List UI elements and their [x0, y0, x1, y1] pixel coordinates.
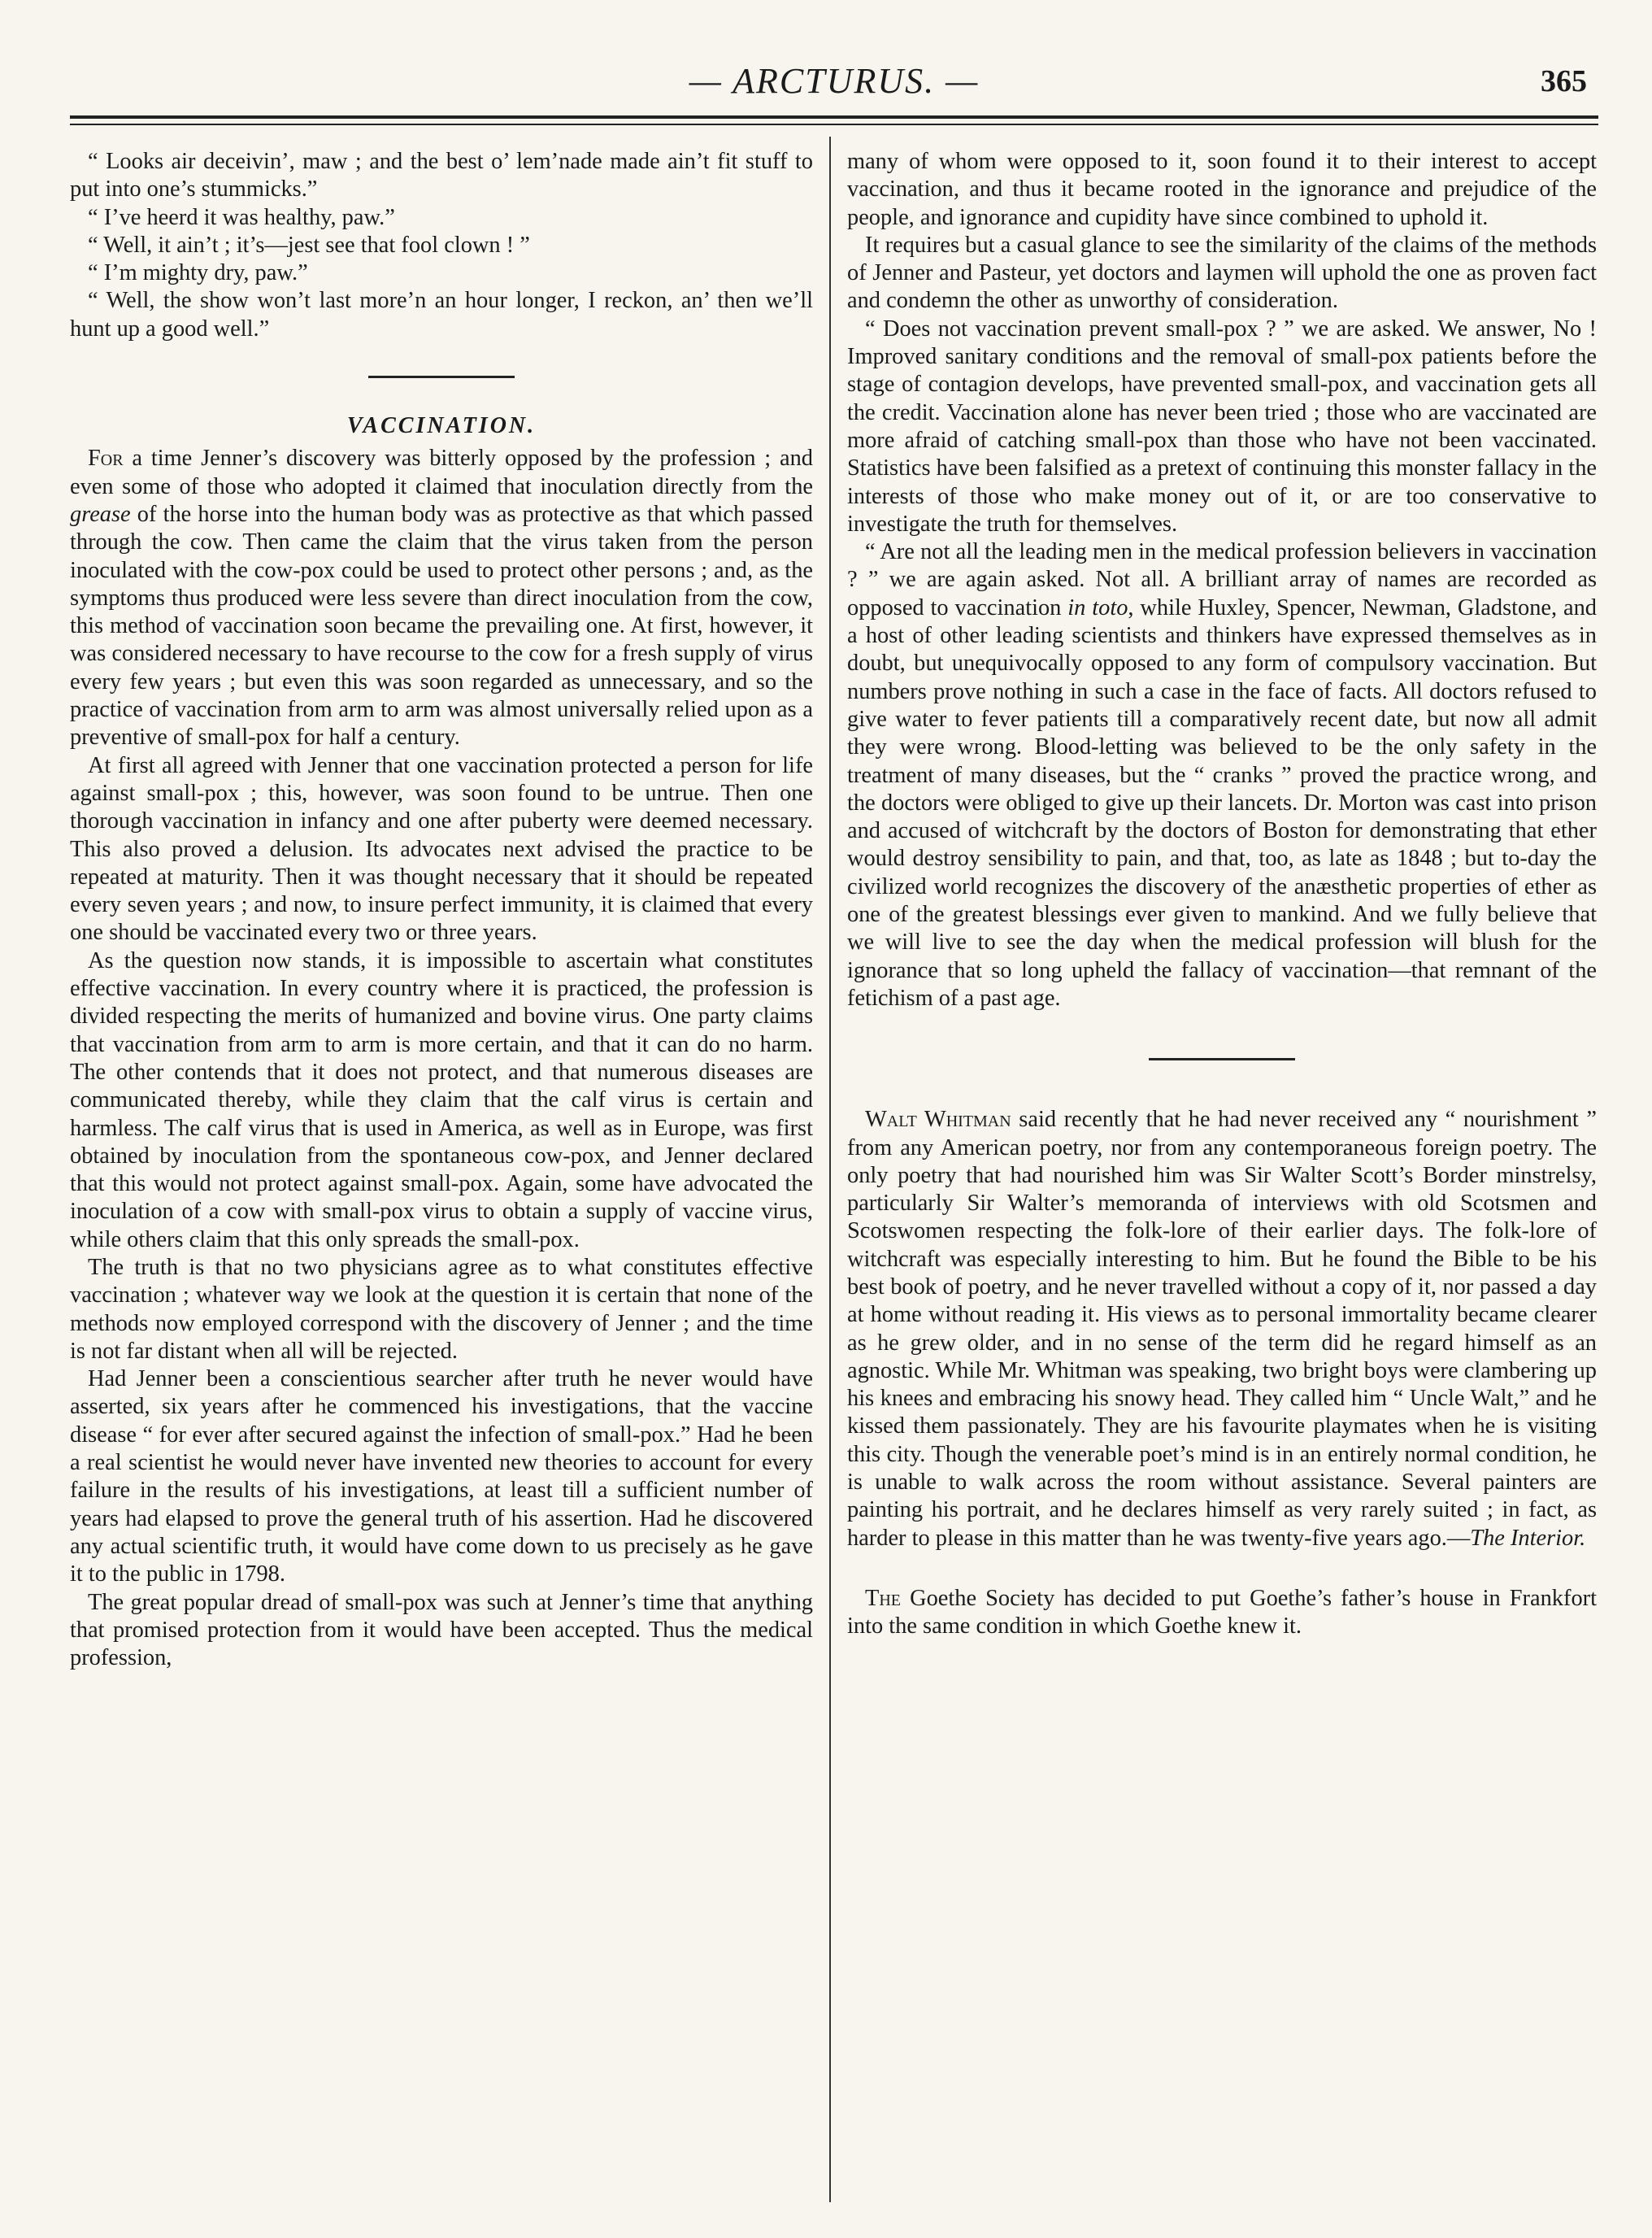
dialogue-line: “ I’ve heerd it was healthy, paw.” [88, 204, 395, 230]
dialogue-line: “ Well, it ain’t ; it’s—jest see that fool clown ! ” [88, 232, 530, 258]
source-citation: The Interior. [1470, 1525, 1586, 1551]
paragraph-text: Goethe Society has decided to put Goethe’s father’s house in Frankfort into the same condition in which Goethe knew it. [847, 1585, 1597, 1639]
page-header [70, 57, 1598, 114]
lead-word: Walt Whitman [865, 1107, 1011, 1133]
article-paragraph: many of whom were opposed to it, soon found it to their interest to accept vaccination, and thus it became rooted in the ignorance and prejudice of the people, and ignorance and cupidity have since combined to uphold it. [847, 149, 1597, 230]
header-rule [70, 115, 1598, 119]
dialogue-line: “ Looks air deceivin’, maw ; and the best o’ lem’nade made ain’t fit stuff to put into one’s stummicks.” [70, 149, 813, 202]
page-number: 365 [1541, 64, 1587, 98]
header-rule-thin [70, 124, 1598, 125]
italic-term: grease [70, 501, 131, 527]
lead-word: The [865, 1585, 902, 1611]
article-paragraph [847, 538, 1597, 1012]
italic-term: in toto [1067, 594, 1128, 620]
paragraph-text: a time Jenner’s discovery was bitterly opposed by the profession ; and even some of those who adopted it claimed that inoculation directly from the [70, 446, 813, 499]
dialogue-line: “ I’m mighty dry, paw.” [88, 260, 308, 286]
running-title: — ARCTURUS. — [689, 61, 980, 101]
dialogue-line: “ Well, the show won’t last more’n an hour longer, I reckon, an’ then we’ll hunt up a good well.” [70, 288, 813, 342]
left-column [70, 148, 813, 1672]
article-paragraph: Had Jenner been a conscientious searcher after truth he never would have asserted, six years after he commenced his investigations, that the vaccine disease “ for ever after secured against the infection of small-pox.” Had he been a real scientist he would never have invented new theories to account for every failure in the results of his investigations, at least till a sufficient number of years had elapsed to prove the general truth of his assertion. Had he discovered any actual scientific truth, it would have come down to us precisely as he gave it to the public in 1798. [70, 1366, 813, 1587]
paragraph-text: “ Are not all the leading men in the medical profession believers in vaccination ? ” we are again asked. Not all. A brilliant array of names are recorded as opposed to vaccination [847, 539, 1597, 620]
article-paragraph: “ Does not vaccination prevent small-pox ? ” we are asked. We answer, No ! Improved sanitary conditions and the removal of small-pox patients before the stage of contagion develops, have prevented small-pox, and vaccination gets all the credit. Vaccination alone has never been tried ; those who are vaccinated are more afraid of catching small-pox than those who have not been vaccinated. Statistics have been falsified as a pretext of continuing this monster fallacy in the interests of those who make money out of it, or are too conservative to investigate the truth for themselves. [847, 316, 1597, 537]
paragraph-text: , while Huxley, Spencer, Newman, Gladstone, and a host of other leading scientists and thinkers have expressed themselves as in doubt, but unequivocally opposed to any form of compulsory vaccination. But numbers prove nothing in such a case in the face of facts. All doctors refused to give water to fever patients till a comparatively recent date, but now all admit they were wrong. Blood-letting was believed to be the only safety in the treatment of many diseases, but the “ cranks ” proved the practice wrong, and the doctors were obliged to give up their lancets. Dr. Morton was cast into prison and accused of witchcraft by the doctors of Boston for demonstrating that ether would destroy sensibility to pain, and that, too, as late as 1848 ; but to-day the civilized world recognizes the discovery of the anæsthetic properties of ether as one of the greatest blessings ever given to mankind. And we fully believe that we will live to see the day when the medical profession will blush for the ignorance that so long upheld the fallacy of vaccination—that remnant of the fetichism of a past age. [847, 594, 1597, 1011]
lead-word: For [88, 446, 124, 472]
whitman-paragraph [847, 1106, 1597, 1552]
paragraph-text: of the horse into the human body was as protective as that which passed through the cow. Then came the claim that the virus taken from the person inoculated with the cow-pox could be used to protect other persons ; and, as the symptoms thus produced were less severe than direct inoculation from the cow, this method of vaccination soon became the prevailing one. At first, however, it was considered necessary to have recourse to the cow for a fresh supply of virus every few years ; but even this was soon regarded as unnecessary, and so the practice of vaccination from arm to arm was almost universally relied upon as a preventive of small-pox for half a century. [70, 501, 813, 751]
right-column [847, 148, 1597, 1641]
article-paragraph: The great popular dread of small-pox was such at Jenner’s time that anything that promised protection from it would have been accepted. Thus the medical profession, [70, 1589, 813, 1671]
goethe-paragraph [847, 1585, 1597, 1641]
article-paragraph: As the question now stands, it is impossible to ascertain what constitutes effective vaccination. In every country where it is practiced, the profession is divided respecting the merits of humanized and bovine virus. One party claims that vaccination from arm to arm is more certain, and that it can do no harm. The other contends that it does not protect, and that numerous diseases are communicated thereby, while they claim that the calf virus is certain and harmless. The calf virus that is used in America, as well as in Europe, was first obtained by inoculation from the spontaneous cow-pox, and Jenner declared that this would not protect against small-pox. Again, some have advocated the inoculation of a cow with small-pox virus to obtain a supply of vaccine virus, while others claim that this only spreads the small-pox. [70, 947, 813, 1252]
article-paragraph: The truth is that no two physicians agree as to what constitutes effective vaccination ; whatever way we look at the question it is certain that none of the methods now employed correspond with the discovery of Jenner ; and the time is not far distant when all will be rejected. [70, 1254, 813, 1364]
paragraph-text: said recently that he had never received any “ nourishment ” from any American poetry, nor from any contemporaneous foreign poetry. The only poetry that had nourished him was Sir Walter Scott’s Border minstrelsy, particularly Sir Walter’s memoranda of interviews with old Scotsmen and Scotswomen respecting the folk-lore of their earlier days. The folk-lore of witchcraft was especially interesting to him. But he found the Bible to be his best book of poetry, and he never travelled without a copy of it, nor passed a day at home without reading it. His views as to personal immortality became clearer as he grew older, and in no sense of the term did he regard himself as an agnostic. While Mr. Whitman was speaking, two bright boys were clambering up his knees and embracing his snowy head. They called him “ Uncle Walt,” and he kissed them passionately. They are his favourite playmates when he is visiting this city. Though the venerable poet’s mind is in an entirely normal condition, he is unable to walk across the room without assistance. Several painters are painting his portrait, and he declares himself as very rarely suited ; in fact, as harder to please in this matter than he was twenty-five years ago.— [847, 1107, 1597, 1551]
article-paragraph: It requires but a casual glance to see the similarity of the claims of the methods of Jenner and Pasteur, yet doctors and laymen will uphold the one as proven fact and condemn the other as unworthy of consideration. [847, 232, 1597, 314]
article-paragraph [70, 445, 813, 751]
article-title: VACCINATION. [346, 413, 537, 439]
column-divider [829, 137, 831, 2202]
article-paragraph: At first all agreed with Jenner that one vaccination protected a person for life against small-pox ; this, however, was soon found to be untrue. Then one thorough vaccination in infancy and one after puberty were deemed necessary. This also proved a delusion. Its advocates next advised the practice to be repeated at maturity. Then it was thought necessary that it should be repeated every seven years ; and now, to insure perfect immunity, it is claimed that every one should be vaccinated every two or three years. [70, 752, 813, 946]
